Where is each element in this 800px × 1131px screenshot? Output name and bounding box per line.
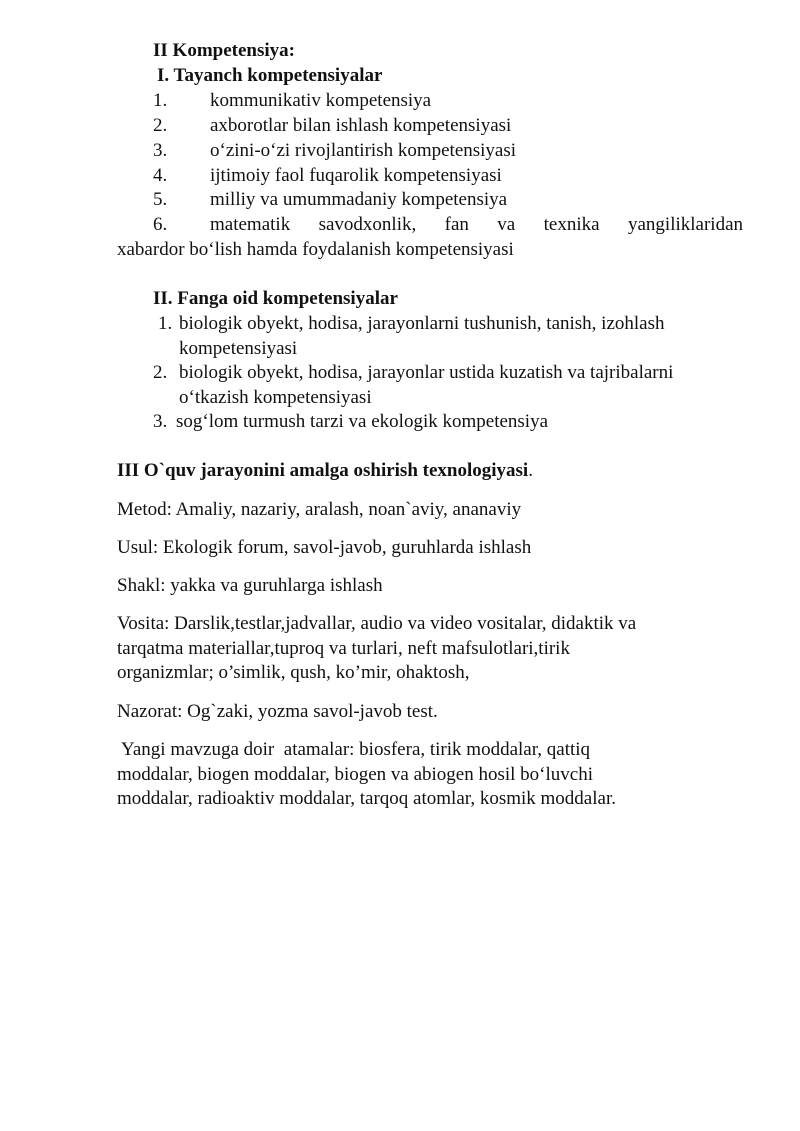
list-item-text: kommunikativ kompetensiya [210,90,432,111]
list-item-text: o‘zini-o‘zi rivojlantirish kompetensiyasi [210,140,517,161]
usul-line: Usul: Ekologik forum, savol-javob, guruhlarda ishlash [117,537,532,558]
section-heading-kompetensiya: II Kompetensiya: [153,40,295,61]
list-item-number: 2. [153,362,168,383]
list-item-text: matematik savodxonlik, fan va texnika yangiliklaridan [210,214,743,235]
metod-line: Metod: Amaliy, nazariy, aralash, noan`aviy, ananaviy [117,499,522,520]
list-item-number: 3. [153,411,168,432]
list-item-text: milliy va umummadaniy kompetensiya [210,189,508,210]
list-item-text: biologik obyekt, hodisa, jarayonlar ustida kuzatish va tajribalarni [179,362,674,383]
list-item-number: 2. [153,115,168,136]
list-item-number: 1. [153,90,168,111]
list-item-text: biologik obyekt, hodisa, jarayonlarni tushunish, tanish, izohlash [179,313,665,334]
list-item-number: 3. [153,140,168,161]
shakl-line: Shakl: yakka va guruhlarga ishlash [117,575,383,596]
subsection-heading-tayanch: I. Tayanch kompetensiyalar [157,65,383,86]
section-heading-text: III O`quv jarayonini amalga oshirish texnologiyasi [117,460,529,481]
yangi-atamalar-line: moddalar, radioaktiv moddalar, tarqoq atomlar, kosmik moddalar. [117,788,616,809]
list-item-number: 5. [153,189,168,210]
list-item-number: 4. [153,165,168,186]
list-item-continuation: o‘tkazish kompetensiyasi [179,387,372,408]
vosita-line: organizmlar; o’simlik, qush, ko’mir, ohaktosh, [117,662,470,683]
list-item-number: 6. [153,214,168,235]
vosita-line: Vosita: Darslik,testlar,jadvallar, audio va video vositalar, didaktik va [117,613,637,634]
subsection-heading-fanga-oid: II. Fanga oid kompetensiyalar [153,288,398,309]
nazorat-line: Nazorat: Og`zaki, yozma savol-javob test. [117,701,438,722]
yangi-atamalar-line: Yangi mavzuga doir atamalar: biosfera, tirik moddalar, qattiq [117,739,591,760]
vosita-line: tarqatma materiallar,tuproq va turlari, neft mafsulotlari,tirik [117,638,570,659]
list-item-text: sog‘lom turmush tarzi va ekologik kompetensiya [176,411,549,432]
list-item-continuation: xabardor bo‘lish hamda foydalanish kompetensiyasi [117,239,514,260]
yangi-atamalar-line: moddalar, biogen moddalar, biogen va abiogen hosil bo‘luvchi [117,764,594,785]
section-heading-texnologiya [117,459,533,483]
list-item-continuation: kompetensiyasi [179,338,298,359]
list-item-text: axborotlar bilan ishlash kompetensiyasi [210,115,512,136]
list-item-text: ijtimoiy faol fuqarolik kompetensiyasi [210,165,502,186]
section-heading-period: . [528,460,533,481]
list-item-number: 1. [158,313,173,334]
